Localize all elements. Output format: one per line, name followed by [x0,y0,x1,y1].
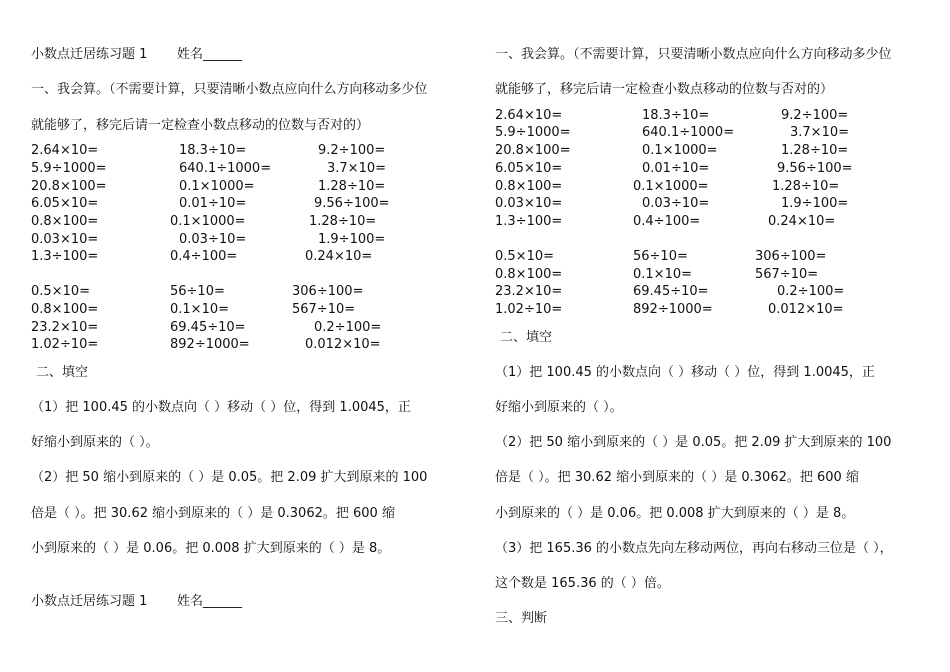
exercise-item: 0.24×10= [305,249,373,264]
exercise-row [31,142,471,160]
exercise-item: 20.8×100= [31,179,107,194]
question2-line2: 倍是（ ）。把 30.62 缩小到原来的（ ）是 0.3062。把 600 缩 [495,470,859,485]
exercise-row [31,319,471,337]
exercise-row [31,160,471,178]
exercise-row [495,248,935,266]
exercise-row [495,178,935,196]
exercise-item: 0.012×10= [305,337,381,352]
section2-title: 二、填空 [500,330,553,345]
exercise-item: 9.56÷100= [314,196,390,211]
exercise-row [31,283,471,301]
question2-line2: 倍是（ ）。把 30.62 缩小到原来的（ ）是 0.3062。把 600 缩 [31,506,395,521]
exercise-row [31,336,471,354]
exercise-row [495,195,935,213]
exercise-item: 0.03×10= [495,196,563,211]
exercise-item: 1.28÷10= [318,179,386,194]
question3-line2: 这个数是 165.36 的（ ）倍。 [495,576,670,591]
exercise-item: 892÷1000= [633,302,713,317]
exercise-item: 20.8×100= [495,143,571,158]
exercise-item: 0.8×100= [31,214,99,229]
exercise-item: 1.9÷100= [318,232,386,247]
question1-line2: 好缩小到原来的（ ）。 [31,435,159,450]
exercise-item: 0.1×1000= [170,214,246,229]
exercise-item: 1.02÷10= [31,337,99,352]
exercise-item: 56÷10= [170,284,225,299]
exercise-item: 1.9÷100= [781,196,849,211]
section1-instruction-line1: 一、我会算。（不需要计算，只要清晰小数点应向什么方向移动多少位 [495,47,892,62]
exercise-row [495,142,935,160]
exercise-item: 0.1×1000= [179,179,255,194]
section3-title: 三、判断 [495,611,548,626]
exercise-item: 0.1×10= [170,302,230,317]
question1-line1: （1）把 100.45 的小数点向（ ）移动（ ）位，得到 1.0045，正 [495,365,875,380]
exercise-item: 5.9÷1000= [31,161,107,176]
exercise-item: 0.8×100= [495,267,563,282]
exercise-row [495,124,935,142]
exercise-item: 0.8×100= [495,179,563,194]
question1-line1: （1）把 100.45 的小数点向（ ）移动（ ）位，得到 1.0045，正 [31,400,411,415]
section2-title: 二、填空 [36,365,89,380]
exercise-item: 0.5×10= [495,249,555,264]
exercise-item: 23.2×10= [31,320,99,335]
exercise-item: 0.2÷100= [777,284,845,299]
exercise-item: 0.1×1000= [633,179,709,194]
exercise-item: 1.28÷10= [772,179,840,194]
exercise-item: 0.4÷100= [170,249,238,264]
exercise-row [495,160,935,178]
exercise-row [31,178,471,196]
name-field-label: 姓名______ [177,594,243,609]
exercise-row [31,231,471,249]
exercise-item: 640.1÷1000= [179,161,272,176]
section1-instruction-line2: 就能够了，移完后请一定检查小数点移动的位数与否对的） [495,82,834,97]
exercise-row [495,107,935,125]
exercise-row [495,266,935,284]
exercise-item: 69.45÷10= [170,320,246,335]
exercise-item: 567÷10= [292,302,356,317]
exercise-item: 1.28÷10= [309,214,377,229]
exercise-item: 5.9÷1000= [495,125,571,140]
exercise-item: 0.03÷10= [179,232,247,247]
exercise-item: 0.5×10= [31,284,91,299]
exercise-item: 6.05×10= [495,161,563,176]
exercise-item: 0.1×1000= [642,143,718,158]
exercise-item: 0.012×10= [768,302,844,317]
exercise-item: 892÷1000= [170,337,250,352]
exercise-item: 18.3÷10= [642,108,710,123]
question2-line3: 小到原来的（ ）是 0.06。把 0.008 扩大到原来的（ ）是 8。 [31,541,391,556]
exercise-item: 2.64×10= [495,108,563,123]
question3-line1: （3）把 165.36 的小数点先向左移动两位，再向右移动三位是（ ）， [495,541,893,556]
question2-line1: （2）把 50 缩小到原来的（ ）是 0.05。把 2.09 扩大到原来的 100 [31,470,428,485]
exercise-item: 0.4÷100= [633,214,701,229]
exercise-item: 1.28÷10= [781,143,849,158]
exercise-item: 0.03÷10= [642,196,710,211]
exercise-item: 0.03×10= [31,232,99,247]
worksheet-title [31,46,243,64]
exercise-item: 9.56÷100= [777,161,853,176]
exercise-item: 69.45÷10= [633,284,709,299]
question2-line3: 小到原来的（ ）是 0.06。把 0.008 扩大到原来的（ ）是 8。 [495,506,855,521]
exercise-item: 2.64×10= [31,143,99,158]
exercise-item: 3.7×10= [790,125,850,140]
exercise-item: 9.2÷100= [318,143,386,158]
section1-instruction-line1: 一、我会算。（不需要计算，只要清晰小数点应向什么方向移动多少位 [31,82,428,97]
exercise-item: 306÷100= [292,284,364,299]
exercise-item: 306÷100= [755,249,827,264]
exercise-row [31,248,471,266]
exercise-item: 0.1×10= [633,267,693,282]
exercise-item: 3.7×10= [327,161,387,176]
exercise-item: 0.01÷10= [642,161,710,176]
exercise-item: 6.05×10= [31,196,99,211]
exercise-item: 0.8×100= [31,302,99,317]
exercise-item: 567÷10= [755,267,819,282]
exercise-item: 1.3÷100= [31,249,99,264]
exercise-item: 0.01÷10= [179,196,247,211]
exercise-item: 0.2÷100= [314,320,382,335]
title-text: 小数点迁居练习题 1 [31,47,148,62]
exercise-item: 56÷10= [633,249,688,264]
exercise-item: 640.1÷1000= [642,125,735,140]
exercise-row [31,195,471,213]
exercise-item: 1.3÷100= [495,214,563,229]
worksheet-title-repeat [31,593,243,611]
exercise-item: 0.24×10= [768,214,836,229]
name-field-label: 姓名______ [177,47,243,62]
exercise-row [495,301,935,319]
section1-instruction-line2: 就能够了，移完后请一定检查小数点移动的位数与否对的） [31,118,370,133]
exercise-row [31,301,471,319]
question1-line2: 好缩小到原来的（ ）。 [495,400,623,415]
exercise-item: 18.3÷10= [179,143,247,158]
exercise-item: 1.02÷10= [495,302,563,317]
question2-line1: （2）把 50 缩小到原来的（ ）是 0.05。把 2.09 扩大到原来的 100 [495,435,892,450]
exercise-item: 23.2×10= [495,284,563,299]
exercise-row [495,213,935,231]
title-text: 小数点迁居练习题 1 [31,594,148,609]
exercise-row [31,213,471,231]
exercise-item: 9.2÷100= [781,108,849,123]
exercise-row [495,283,935,301]
